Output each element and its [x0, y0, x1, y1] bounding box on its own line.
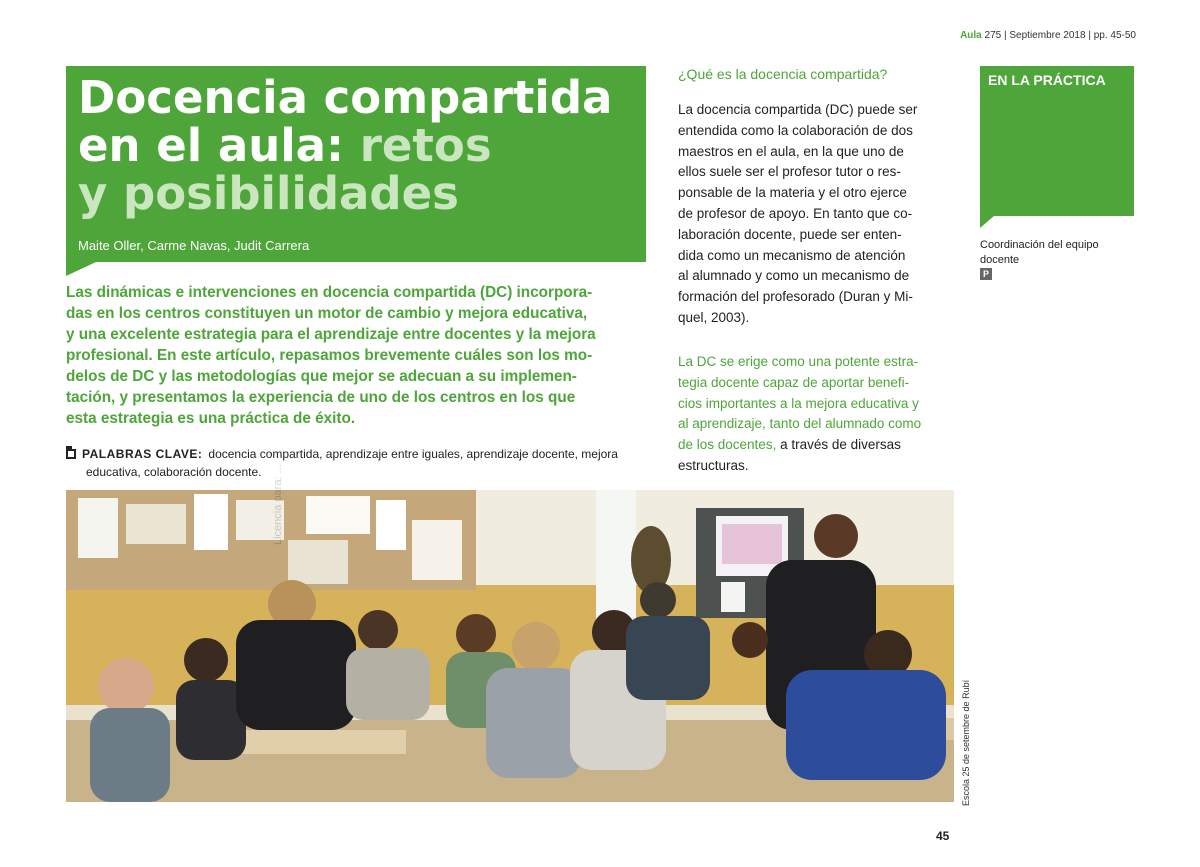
- section-paragraph: [678, 100, 956, 329]
- paragraph-line: ellos suele ser el profesor tutor o res-: [678, 164, 901, 180]
- paragraph-line: al alumnado y como un mecanismo de: [678, 268, 910, 284]
- article-authors: Maite Oller, Carme Navas, Judit Carrera: [78, 238, 310, 253]
- paragraph-line: laboración docente, puede ser enten-: [678, 226, 902, 242]
- license-watermark: Licencia para: ...: [272, 464, 284, 545]
- title-line-3: y posibilidades: [78, 167, 459, 220]
- in-practice-title: EN LA PRÁCTICA: [988, 72, 1106, 88]
- highlight-line: cios importantes a la mejora educativa y: [678, 395, 919, 411]
- title-line-2a: en el aula:: [78, 119, 360, 172]
- keywords-line-1: docencia compartida, aprendizaje entre iguales, aprendizaje docente, mejora: [208, 447, 618, 461]
- after-highlight: estructuras.: [678, 457, 749, 473]
- abstract-line: profesional. En este artículo, repasamos brevemente cuáles son los mo-: [66, 347, 593, 364]
- photo-credit: Escola 25 de setembre de Rubí: [961, 679, 971, 806]
- classroom-photo: [66, 490, 954, 802]
- paragraph-line: maestros en el aula, en la que uno de: [678, 143, 904, 159]
- in-practice-topic: Coordinación del equipo docente: [980, 239, 1099, 266]
- issue-date: Septiembre 2018: [1009, 30, 1086, 41]
- section-heading: ¿Qué es la docencia compartida?: [678, 66, 888, 82]
- paragraph-line: entendida como la colaboración de dos: [678, 122, 913, 138]
- highlight-paragraph: [678, 352, 956, 477]
- highlight-line: tegia docente capaz de aportar benefi-: [678, 374, 910, 390]
- page-number: 45: [936, 829, 950, 843]
- paragraph-line: ponsable de la materia y el otro ejerce: [678, 185, 907, 201]
- paragraph-line: La docencia compartida (DC) puede ser: [678, 102, 918, 117]
- paragraph-line: de profesor de apoyo. En tanto que co-: [678, 205, 913, 221]
- classroom-photo-illustration: [66, 490, 954, 802]
- keywords-line-2: educativa, colaboración docente.: [86, 465, 262, 479]
- article-title: [78, 71, 613, 220]
- keywords: [66, 445, 652, 481]
- highlight-line-end: de los docentes,: [678, 437, 777, 453]
- article-abstract: [66, 282, 652, 429]
- abstract-line: das en los centros constituyen un motor de cambio y mejora educativa,: [66, 305, 588, 322]
- paragraph-line: quel, 2003).: [678, 309, 750, 325]
- abstract-line: Las dinámicas e intervenciones en docencia compartida (DC) incorpora-: [66, 284, 593, 301]
- page-range: pp. 45-50: [1093, 30, 1136, 41]
- abstract-line: esta estrategia es una práctica de éxito.: [66, 410, 356, 427]
- highlight-line: al aprendizaje, tanto del alumnado como: [678, 416, 922, 432]
- paragraph-line: dida como un mecanismo de atención: [678, 247, 906, 263]
- highlight-line: La DC se erige como una potente estra-: [678, 354, 919, 369]
- highlight-tail: a través de diversas: [776, 437, 901, 453]
- folder-icon: [66, 449, 76, 459]
- keywords-label: PALABRAS CLAVE:: [82, 447, 203, 461]
- issue-meta: Aula 275 | Septiembre 2018 | pp. 45-50: [960, 30, 1136, 41]
- in-practice-box: [980, 66, 1134, 216]
- section-badge: P: [980, 268, 992, 280]
- abstract-line: delos de DC y las metodologías que mejor se adecuan a su implemen-: [66, 368, 577, 385]
- title-line-2b: retos: [359, 119, 492, 172]
- paragraph-line: formación del profesorado (Duran y Mi-: [678, 289, 913, 305]
- title-block: [66, 66, 646, 262]
- title-line-1: Docencia compartida: [78, 71, 613, 124]
- abstract-line: y una excelente estrategia para el aprendizaje entre docentes y la mejora: [66, 326, 596, 343]
- abstract-line: tación, y presentamos la experiencia de uno de los centros en los que: [66, 389, 576, 406]
- highlight-line: [678, 435, 956, 456]
- issue-number: 275: [984, 30, 1002, 41]
- journal-name: Aula: [960, 30, 982, 41]
